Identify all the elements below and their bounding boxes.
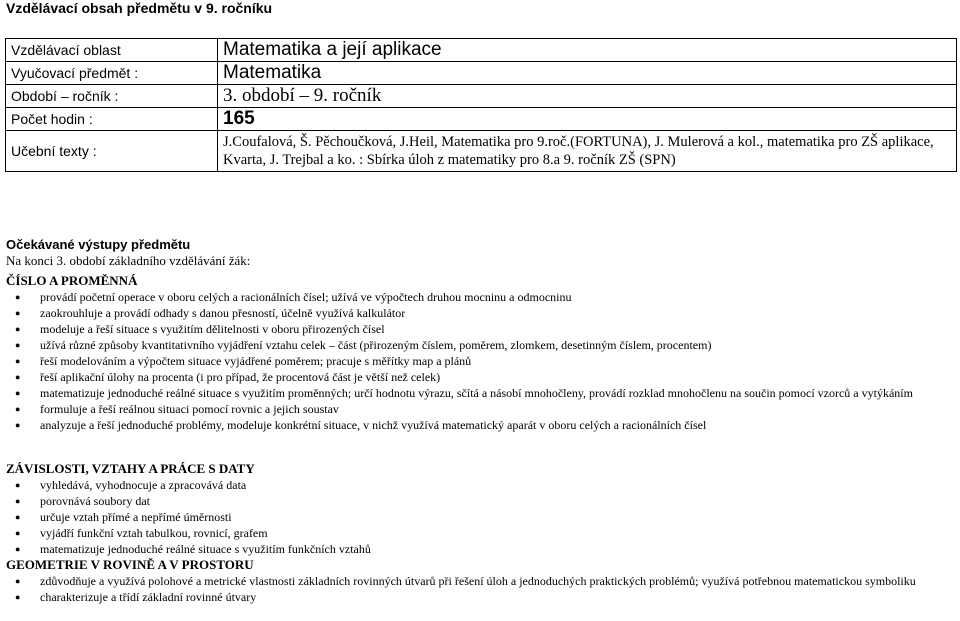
page-title: Vzdělávací obsah předmětu v 9. ročníku [6,0,273,16]
list-item: ● porovnává soubory dat [6,493,958,509]
hours-label: Počet hodin : [6,108,218,131]
texts-label: Učební texty : [6,131,218,172]
table-row [6,85,957,108]
hours-value: 165 [218,108,957,131]
section-dependencies-and-data [6,461,958,557]
area-label: Vzdělávací oblast [6,39,218,62]
table-row [6,131,957,172]
outcome-list [6,573,958,605]
outcome-list [6,289,958,433]
list-item: ● provádí početní operace v oboru celých a racionálních čísel; užívá ve výpočtech druhou mocninu a odmocninu [6,289,958,305]
outcome-list [6,477,958,557]
list-item: ● řeší aplikační úlohy na procenta (i pro případ, že procentová část je větší než celek) [6,369,958,385]
period-value: 3. období – 9. ročník [218,85,957,108]
list-item: ● užívá různé způsoby kvantitativního vyjádření vztahu celek – část (přirozeným číslem, poměrem, zlomkem, desetinným číslem, procentem) [6,337,958,353]
section-number-and-variable [6,273,958,433]
list-item: ● charakterizuje a třídí základní rovinné útvary [6,589,958,605]
area-value: Matematika a její aplikace [218,39,957,62]
texts-value: J.Coufalová, Š. Pěchoučková, J.Heil, Matematika pro 9.roč.(FORTUNA), J. Mulerová a kol., matematika pro ZŠ aplikace, Kvarta, J. Trejbal a ko. : Sbírka úloh z matematiky pro 8.a 9. ročník ZŠ (SPN) [218,131,957,172]
section-heading: ČÍSLO A PROMĚNNÁ [6,273,138,288]
period-label: Období – ročník : [6,85,218,108]
table-row [6,62,957,85]
subject-label: Vyučovací předmět : [6,62,218,85]
subject-info-table [5,38,957,172]
list-item: ● formuluje a řeší reálnou situaci pomocí rovnic a jejich soustav [6,401,958,417]
outcomes-title: Očekávané výstupy předmětu [6,237,191,252]
list-item: ● řeší modelováním a výpočtem situace vyjádřené poměrem; pracuje s měřítky map a plánů [6,353,958,369]
table-row [6,108,957,131]
list-item: ● matematizuje jednoduché reálné situace s využitím proměnných; určí hodnotu výrazu, sčítá a násobí mnohočleny, provádí rozklad mnohočlenu na součin pomocí vzorců a vytýkáním [6,385,958,401]
section-heading: ZÁVISLOSTI, VZTAHY A PRÁCE S DATY [6,461,255,476]
section-heading: GEOMETRIE V ROVINĚ A V PROSTORU [6,557,254,572]
list-item: ● vyjádří funkční vztah tabulkou, rovnicí, grafem [6,525,958,541]
list-item: ● vyhledává, vyhodnocuje a zpracovává data [6,477,958,493]
list-item: ● analyzuje a řeší jednoduché problémy, modeluje konkrétní situace, v nichž využívá matematický aparát v oboru celých a racionálních čísel [6,417,958,433]
subject-value: Matematika [218,62,957,85]
list-item: ● určuje vztah přímé a nepřímé úměrnosti [6,509,958,525]
outcomes-intro: Na konci 3. období základního vzdělávání žák: [6,253,251,268]
list-item: ● matematizuje jednoduché reálné situace s využitím funkčních vztahů [6,541,958,557]
list-item: ● zdůvodňuje a využívá polohové a metrické vlastnosti základních rovinných útvarů při řešení úloh a jednoduchých praktických problémů; využívá potřebnou matematickou symboliku [6,573,958,589]
section-geometry [6,557,958,605]
table-row [6,39,957,62]
list-item: ● modeluje a řeší situace s využitím dělitelnosti v oboru přirozených čísel [6,321,958,337]
list-item: ● zaokrouhluje a provádí odhady s danou přesností, účelně využívá kalkulátor [6,305,958,321]
